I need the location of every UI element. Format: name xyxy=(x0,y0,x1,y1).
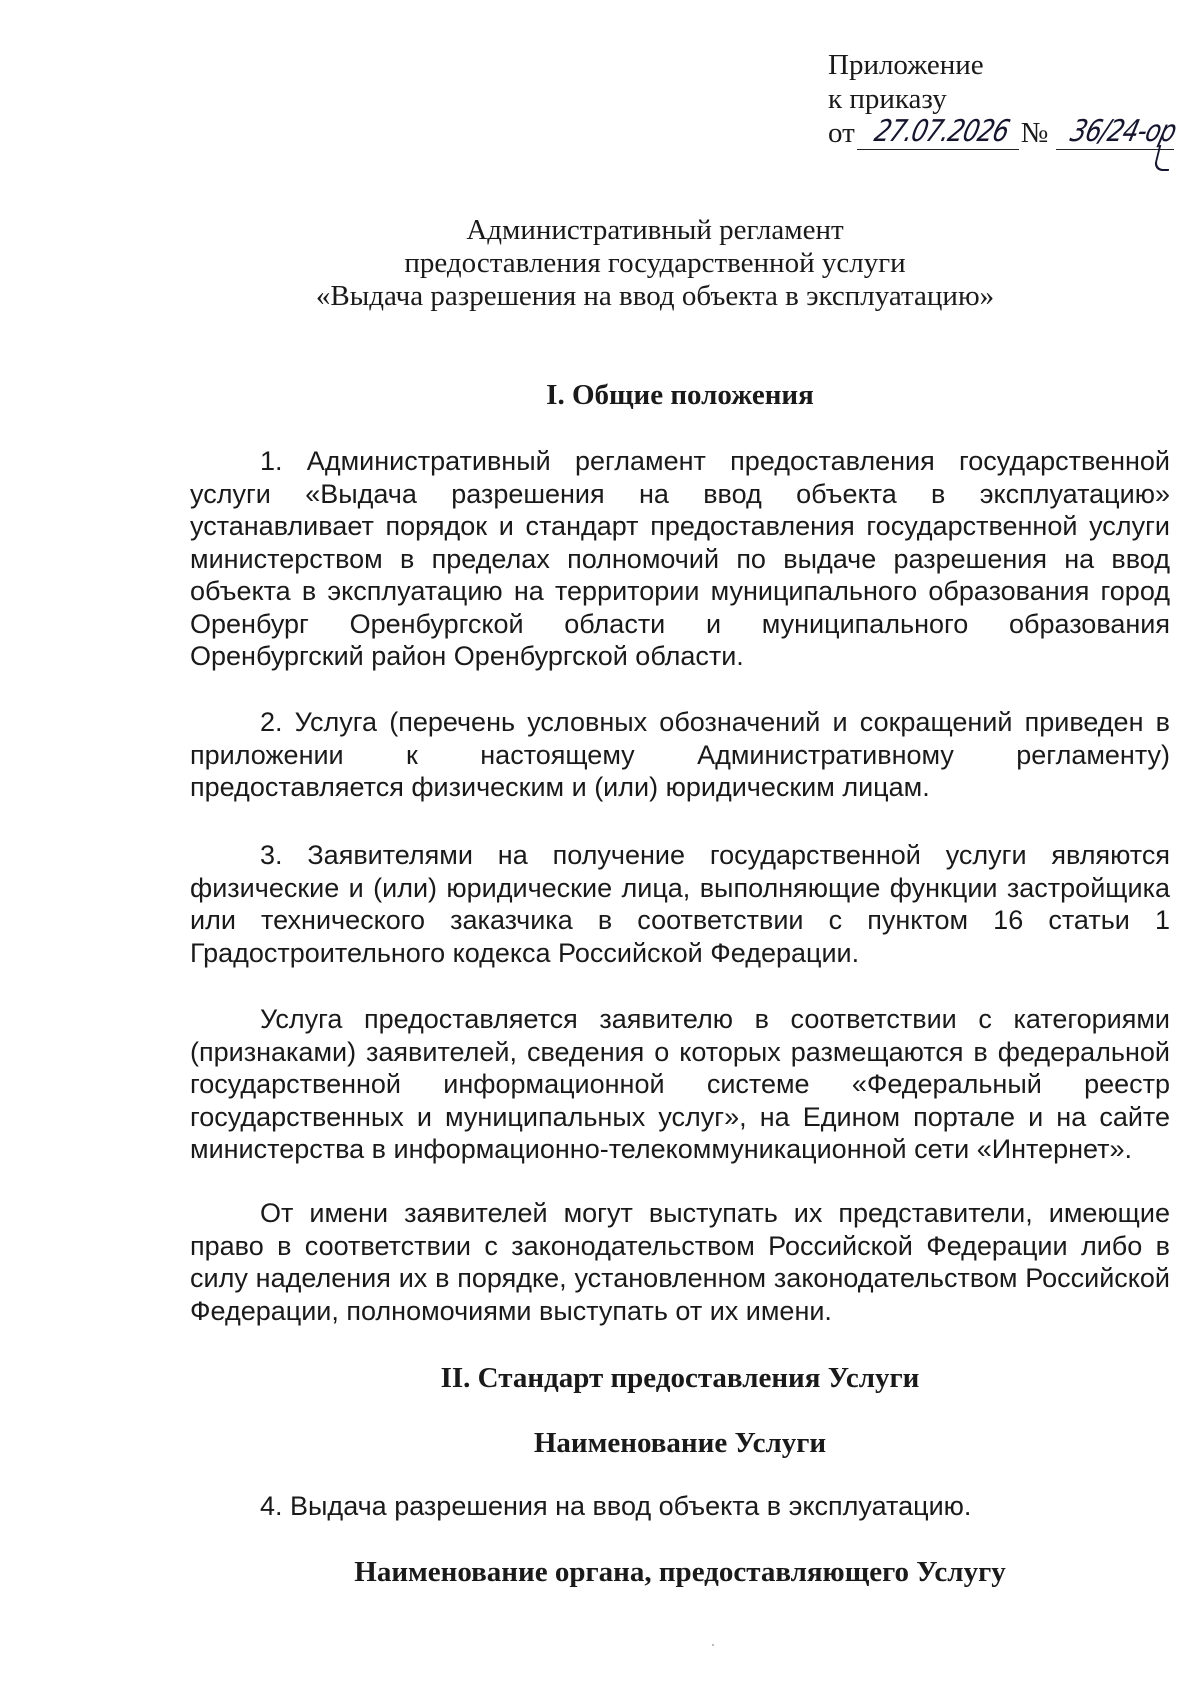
paragraph-service-name: 4. Выдача разрешения на ввод объекта в эксплуатацию. xyxy=(260,1491,972,1521)
attachment-from-label: от xyxy=(828,117,855,149)
title-line-1: Административный регламент xyxy=(466,214,844,246)
paragraph-1: 1. Административный регламент предоставления государственной услуги «Выдача разрешения на ввод объекта в эксплуатацию» устанавливает порядок и стандарт предоставления государственной услуги министерством в пределах полномочий по выдаче разрешения на ввод объекта в эксплуатацию на территории муниципального образования город Оренбург Оренбургской области и муниципального образования Оренбургский район Оренбургской области. xyxy=(190,446,1170,671)
paragraph-2: 2. Услуга (перечень условных обозначений и сокращений приведен в приложении к настоящему Административному регламенту) предоставляется физическим и (или) юридическим лицам. xyxy=(190,707,1170,802)
paragraph-5: От имени заявителей могут выступать их представители, имеющие право в соответствии с законодательством Российской Федерации либо в силу наделения их в порядке, установленном законодательством Российской Федерации, полномочиями выступать от их имени. xyxy=(190,1198,1170,1326)
service-name-heading: Наименование Услуги xyxy=(533,1427,827,1459)
title-line-3: «Выдача разрешения на ввод объекта в эксплуатацию» xyxy=(315,280,995,312)
section-2-heading: II. Стандарт предоставления Услуги xyxy=(440,1362,920,1394)
attachment-date-row xyxy=(828,114,1180,150)
attachment-block xyxy=(828,48,1180,150)
handwritten-date: 27.07.2026 xyxy=(870,114,1013,149)
attachment-label: Приложение xyxy=(828,49,984,81)
document-title xyxy=(190,214,1120,313)
paragraph-4: Услуга предоставляется заявителю в соответствии с категориями (признаками) заявителей, сведения о которых размещаются в федеральной государственной информационной системе «Федеральный реестр государственных и муниципальных услуг», на Едином портале и на сайте министерства в информационно-телекоммуникационной сети «Интернет». xyxy=(190,1004,1170,1164)
title-line-2: предоставления государственной услуги xyxy=(404,247,906,279)
scan-speck xyxy=(712,1644,714,1646)
authority-heading: Наименование органа, предоставляющего Услугу xyxy=(354,1556,1006,1588)
number-sign: № xyxy=(1020,117,1049,149)
attachment-order-label: к приказу xyxy=(828,83,947,115)
handwritten-number: 36/24-ор xyxy=(1067,114,1180,149)
date-field xyxy=(857,114,1019,150)
section-1-heading: I. Общие положения xyxy=(546,379,814,411)
paragraph-3: 3. Заявителями на получение государственной услуги являются физические и (или) юридические лица, выполняющие функции застройщика или технического заказчика в соответствии с пунктом 16 статьи 1 Градостроительного кодекса Российской Федерации. xyxy=(190,840,1170,968)
number-field xyxy=(1056,114,1180,150)
